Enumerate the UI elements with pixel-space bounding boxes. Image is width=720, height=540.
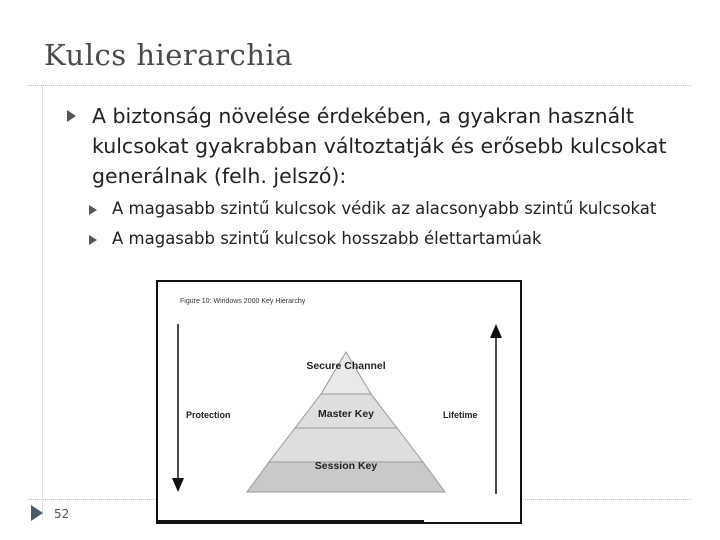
lifetime-label: Lifetime	[443, 410, 478, 420]
pyramid-label-master-key: Master Key	[317, 408, 375, 420]
slide-number-marker-icon	[31, 505, 43, 521]
pyramid-label-session-key: Session Key	[314, 460, 378, 472]
hierarchy-diagram	[158, 282, 520, 522]
bullet-main-text: A biztonság növelése érdekében, a gyakran használt kulcsokat gyakrabban változtatják és erősebb kulcsokat generálnak (felh. jelszó):	[92, 104, 667, 188]
sub-bullet-1: A magasabb szintű kulcsok védik az alacsonyabb szintű kulcsokat	[112, 199, 657, 218]
left-guide-line	[42, 85, 43, 520]
pyramid-level-secure-channel	[321, 352, 371, 394]
pyramid-label-secure-channel: Secure Channel	[306, 360, 386, 372]
figure-bottom-bar	[158, 520, 424, 524]
key-hierarchy-figure	[156, 280, 522, 524]
bullet-arrow-icon	[89, 235, 97, 245]
title-divider	[28, 85, 692, 86]
figure-caption: Figure 10: Windows 2000 Key Hierarchy	[180, 298, 306, 305]
sub-bullet-2: A magasabb szintű kulcsok hosszabb élettartamúak	[112, 229, 542, 248]
slide-number: 52	[54, 507, 70, 521]
protection-arrow-head	[172, 478, 184, 492]
bullet-arrow-icon	[67, 110, 76, 122]
lifetime-arrow-head	[490, 324, 502, 338]
protection-label: Protection	[186, 410, 231, 420]
page-title: Kulcs hierarchia	[44, 38, 293, 72]
bullet-arrow-icon	[89, 205, 97, 215]
